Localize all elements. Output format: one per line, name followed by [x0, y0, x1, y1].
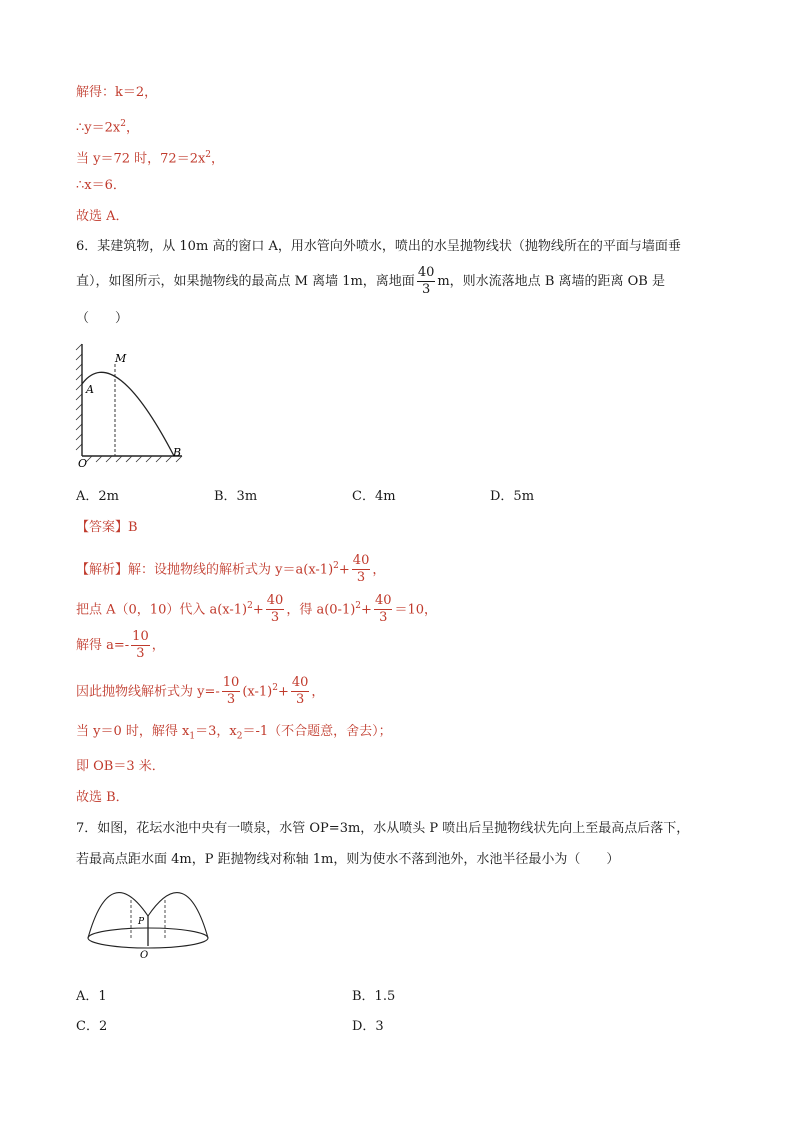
exponent: 2	[120, 119, 126, 129]
sol5-line5: 故选 A．	[76, 209, 129, 224]
numerator: 40	[291, 675, 309, 691]
text: ，	[211, 151, 225, 167]
q6-line1: 6．某建筑物，从 10m 高的窗口 A，用水管向外喷水，喷出的水呈抛物线状（抛物线所在的平面与墙面垂	[76, 239, 681, 254]
exponent: 2	[333, 561, 339, 571]
label-P: P	[138, 917, 145, 927]
text: ＝10，	[394, 602, 438, 618]
answer-tag: 【答案】	[76, 520, 129, 535]
analysis-tag: 【解析】	[76, 562, 129, 578]
denominator: 3	[296, 692, 305, 708]
text: +	[252, 602, 264, 618]
exponent: 2	[272, 683, 278, 693]
text: ，	[151, 638, 165, 653]
q6-line2	[76, 264, 665, 300]
q7-figure	[80, 880, 220, 960]
text: 当 y＝0 时，解得 x	[76, 724, 190, 739]
q6-option-b[interactable]: B．3m	[214, 489, 258, 504]
q7-option-c[interactable]: C．2	[76, 1019, 108, 1034]
numerator: 40	[417, 265, 435, 280]
sol5-line4: ∴x＝6．	[76, 178, 126, 193]
water-parabola	[82, 372, 174, 456]
label-B: B	[173, 446, 182, 459]
text: m，则水流落地点 B 离墙的距离 OB 是	[437, 274, 665, 289]
text: +	[361, 602, 372, 618]
q7-line1: 7．如图，花坛水池中央有一喷泉，水管 OP=3m，水从喷头 P 喷出后呈抛物线状先向上至最高点后落下，	[76, 821, 690, 836]
text: 解得 a=-	[76, 638, 130, 653]
ans6-step2	[76, 588, 437, 628]
numerator: 10	[132, 629, 149, 644]
right-parabola	[148, 893, 208, 938]
text: ＝3，x	[195, 724, 237, 739]
subscript: 2	[236, 731, 243, 742]
text: 因此抛物线解析式为 y=-	[76, 684, 220, 700]
text: 把点 A（0，10）代入 a(x-1)	[76, 602, 248, 618]
numerator: 10	[222, 675, 240, 691]
ans6-step3	[76, 628, 165, 664]
text: 直），如图所示，如果抛物线的最高点 M 离墙 1m，离地面	[76, 274, 415, 289]
text: ，	[372, 562, 386, 578]
denominator: 3	[136, 646, 145, 661]
label-M: M	[115, 352, 127, 365]
text: ，	[311, 684, 325, 700]
numerator: 40	[266, 593, 284, 609]
text: +	[338, 562, 350, 578]
ground-hatch	[86, 456, 182, 462]
exponent: 2	[247, 601, 253, 611]
fraction	[266, 593, 285, 626]
q6-line3: （ ）	[76, 311, 129, 326]
fraction	[222, 675, 241, 708]
q7-option-b[interactable]: B．1.5	[352, 989, 396, 1004]
sol5-line2	[76, 115, 139, 137]
ans6-step7: 故选 B．	[76, 790, 129, 805]
ans6-step1	[76, 548, 385, 588]
text: 解：设抛物线的解析式为 y＝a(x-1)	[128, 562, 334, 578]
numerator: 40	[374, 593, 392, 609]
q6-option-d[interactable]: D．5m	[490, 489, 535, 504]
denominator: 3	[226, 692, 236, 708]
text: ，	[125, 120, 139, 136]
q7-option-d[interactable]: D．3	[352, 1019, 384, 1034]
wall-hatch	[76, 344, 82, 450]
text: ∴y＝2x	[76, 120, 121, 136]
denominator: 3	[356, 570, 366, 586]
fraction	[291, 675, 310, 708]
q6-figure	[70, 340, 190, 470]
text: 当 y＝72 时，72＝2x	[76, 151, 206, 167]
fraction	[131, 629, 150, 662]
ans6-step6: 即 OB＝3 米．	[76, 759, 165, 774]
fraction	[352, 553, 371, 586]
q6-option-a[interactable]: A．2m	[76, 489, 119, 504]
q7-option-a[interactable]: A．1	[76, 989, 107, 1004]
fraction	[374, 593, 393, 626]
answer-value: B	[128, 520, 138, 535]
text: ，得 a(0-1)	[286, 602, 356, 618]
label-O: O	[78, 457, 88, 470]
ans6-step5	[76, 723, 392, 746]
subscript: 1	[189, 731, 196, 742]
sol5-line3	[76, 146, 224, 168]
denominator: 3	[379, 610, 388, 626]
numerator: 40	[352, 553, 370, 569]
text: ＝-1（不合题意，舍去）；	[242, 724, 392, 739]
left-parabola	[88, 893, 148, 938]
exponent: 2	[355, 601, 362, 611]
text: +	[277, 684, 289, 700]
ans6-step4	[76, 670, 324, 710]
sol5-line1: 解得：k＝2，	[76, 85, 158, 100]
label-O: O	[140, 950, 149, 960]
q6-option-c[interactable]: C．4m	[352, 489, 396, 504]
denominator: 3	[270, 610, 280, 626]
denominator: 3	[421, 282, 431, 297]
exponent: 2	[205, 150, 212, 160]
ans6-answer	[76, 519, 138, 537]
fraction-40-over-3	[417, 265, 436, 298]
label-A: A	[86, 383, 94, 396]
q7-line2: 若最高点距水面 4m，P 距抛物线对称轴 1m，则为使水不落到池外，水池半径最小为（ ）	[76, 852, 620, 867]
text: (x-1)	[242, 684, 273, 700]
